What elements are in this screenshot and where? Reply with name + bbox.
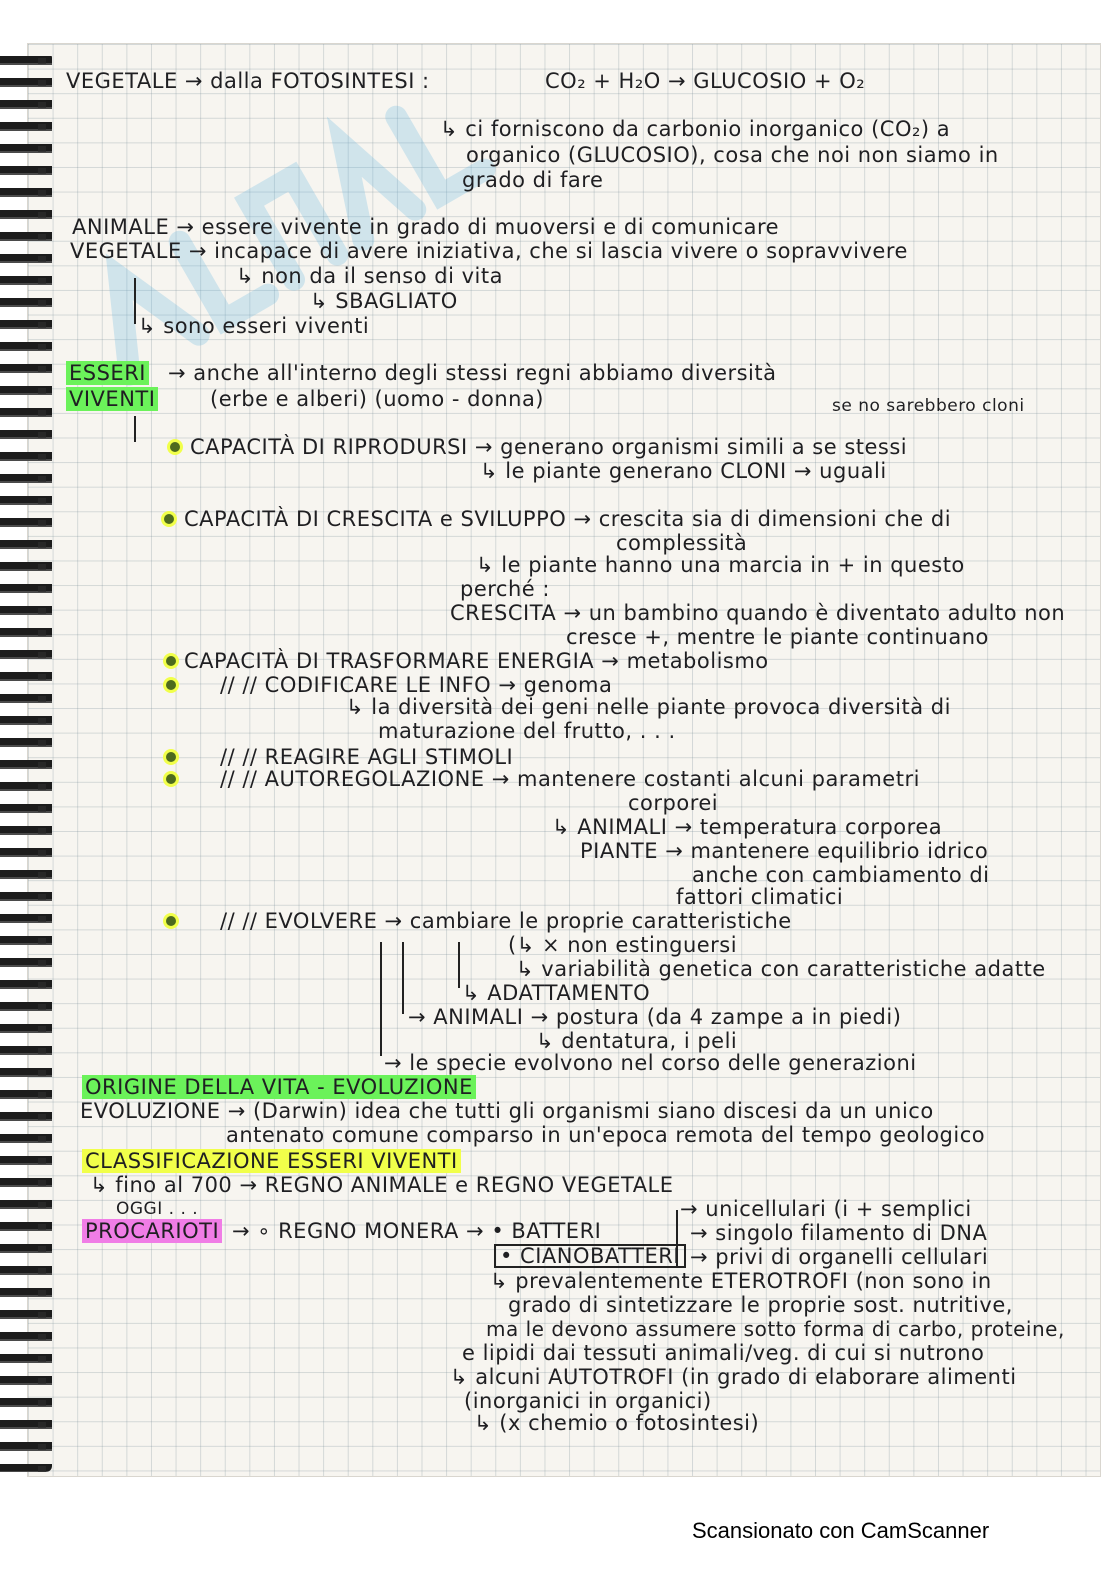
note-line: CAPACITÀ DI TRASFORMARE ENERGIA → metabolismo [184,649,769,673]
note-line: organico (GLUCOSIO), cosa che noi non siamo in [466,143,999,167]
bracket-line [402,942,404,1014]
bullet-dot [166,656,176,666]
note-line: complessità [616,531,748,555]
note-line: (erbe e alberi) (uomo - donna) [210,387,544,411]
note-line: ↳ ANIMALI → temperatura corporea [552,815,943,839]
note-line: ↳ le piante generano CLONI → uguali [480,459,887,483]
bullet-dot [166,752,176,762]
highlighted-heading: ESSERI [66,360,149,386]
note-line: ↳ (x chemio o fotosintesi) [474,1411,760,1435]
note-line: ANIMALE → essere vivente in grado di muoversi e di comunicare [72,215,780,239]
bracket-line [134,278,136,324]
note-line: ↳ ADATTAMENTO [462,981,651,1005]
note-line: CAPACITÀ DI CRESCITA e SVILUPPO → crescita sia di dimensioni che di [184,507,952,531]
highlighted-heading: ORIGINE DELLA VITA - EVOLUZIONE [82,1074,476,1100]
spiral-holes [38,52,46,1472]
note-line: // // AUTOREGOLAZIONE → mantenere costanti alcuni parametri [220,767,920,791]
bracket-line [458,942,460,988]
note-line: ↳ sono esseri viventi [138,314,370,338]
note-line: → anche all'interno degli stessi regni abbiamo diversità [168,361,777,385]
note-line: ma le devono assumere sotto forma di carbo, proteine, [486,1317,1065,1341]
note-line: ↳ la diversità dei geni nelle piante provoca diversità di [346,695,951,719]
note-line: grado di sintetizzare le proprie sost. nutritive, [508,1293,1013,1317]
note-line: PIANTE → mantenere equilibrio idrico [580,839,989,863]
bracket-line [134,416,136,442]
note-line: (↳ × non estinguersi [508,933,738,957]
note-line: ↳ alcuni AUTOTROFI (in grado di elaborare alimenti [450,1365,1017,1389]
note-line: corporei [628,791,719,815]
note-line: → ANIMALI → postura (da 4 zampe a in piedi) [408,1005,902,1029]
note-line: → privi di organelli cellulari [690,1245,989,1269]
note-line: (inorganici in organici) [464,1389,712,1413]
note-line: ↳ SBAGLIATO [310,289,458,313]
note-line: CRESCITA → un bambino quando è diventato adulto non [450,601,1066,625]
bullet-dot [164,514,174,524]
bracket-line [676,1210,678,1268]
note-line: VEGETALE → incapace di avere iniziativa, che si lascia vivere o sopravvivere [70,239,908,263]
note-line: CAPACITÀ DI RIPRODURSI → generano organismi simili a se stessi [190,435,908,459]
note-line: // // REAGIRE AGLI STIMOLI [220,745,514,769]
bullet-dot [166,774,176,784]
note-line: ↳ le piante hanno una marcia in + in questo [476,553,965,577]
note-line: fattori climatici [676,885,844,909]
note-line: grado di fare [462,168,604,192]
note-line: ↳ variabilità genetica con caratteristiche adatte [516,957,1046,981]
side-note: se no sarebbero cloni [832,396,1025,416]
note-line: CO₂ + H₂O → GLUCOSIO + O₂ [545,69,866,93]
highlighted-heading: VIVENTI [66,386,158,412]
note-line: ↳ prevalentemente ETEROTROFI (non sono in [490,1269,992,1293]
note-line: ↳ non da il senso di vita [236,264,503,288]
bullet-dot [170,442,180,452]
bullet-dot [166,680,176,690]
note-line: antenato comune comparso in un'epoca remota del tempo geologico [226,1123,986,1147]
note-line: ↳ fino al 700 → REGNO ANIMALE e REGNO VEGETALE [90,1173,674,1197]
bullet-dot [166,916,176,926]
bracket-line [380,942,382,1056]
note-line: → ∘ REGNO MONERA → • BATTERI [232,1219,602,1243]
scanner-footer: Scansionato con CamScanner [692,1518,990,1543]
note-line: → le specie evolvono nel corso delle generazioni [384,1051,917,1075]
note-line: anche con cambiamento di [692,863,990,887]
note-line: // // EVOLVERE → cambiare le proprie caratteristiche [220,909,792,933]
highlighted-heading: PROCARIOTI [82,1218,222,1244]
note-line: cresce +, mentre le piante continuano [566,625,989,649]
note-line: EVOLUZIONE → (Darwin) idea che tutti gli organismi siano discesi da un unico [80,1099,934,1123]
note-line: maturazione del frutto, . . . [378,719,676,743]
note-line: perché : [460,577,550,601]
note-line: → singolo filamento di DNA [690,1221,988,1245]
note-line: ↳ dentatura, i peli [536,1029,738,1053]
note-line: → unicellulari (i + semplici [680,1197,972,1221]
note-line: ↳ ci forniscono da carbonio inorganico (CO₂) a [440,117,951,141]
highlighted-heading: CLASSIFICAZIONE ESSERI VIVENTI [82,1148,461,1174]
note-line: VEGETALE → dalla FOTOSINTESI : [66,69,430,93]
note-line: OGGI . . . [116,1199,199,1219]
note-line: e lipidi dai tessuti animali/veg. di cui si nutrono [462,1341,985,1365]
note-line: • CIANOBATTERI [494,1244,686,1268]
note-line: // // CODIFICARE LE INFO → genoma [220,673,613,697]
